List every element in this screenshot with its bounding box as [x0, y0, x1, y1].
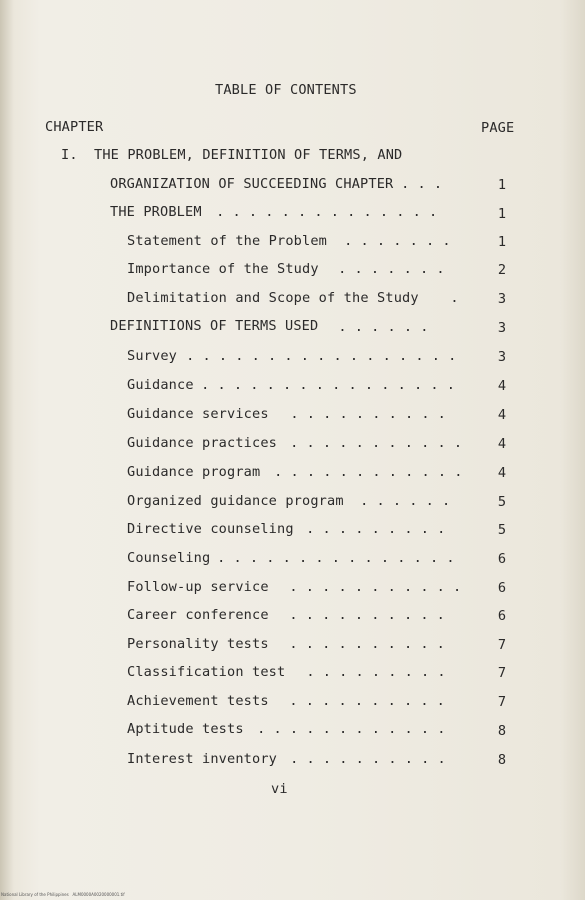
toc-entry-label: Aptitude tests — [127, 721, 244, 737]
toc-entry-leader: . . . . . . . . . . . . . . — [208, 204, 438, 220]
toc-entry-page: 6 — [497, 580, 507, 596]
toc-entry-label: Classification test — [127, 664, 286, 680]
toc-entry-leader: . . . . . . — [322, 319, 429, 335]
toc-entry-label: Statement of the Problem — [127, 233, 328, 249]
toc-entry-page: 6 — [497, 608, 507, 624]
toc-entry-label: Guidance — [127, 377, 194, 393]
toc-entry-page: 4 — [497, 407, 507, 423]
toc-entry-label: Achievement tests — [127, 693, 269, 709]
toc-entry-page: 1 — [497, 234, 507, 250]
toc-entry-leader: . . . . . . . . . . . . — [249, 721, 446, 737]
toc-entry-leader: . . . . . . . . . . . — [282, 435, 463, 451]
toc-entry-leader: . . . . . . . . . . — [273, 693, 445, 709]
toc-entry-leader: . . . . . . . — [336, 233, 451, 249]
toc-entry-page: 4 — [497, 378, 507, 394]
toc-entry-leader: . . . . . . . . . . . . . . . . . — [178, 348, 457, 364]
toc-entry-page: 2 — [497, 262, 507, 278]
toc-entry-leader: . . . — [393, 176, 443, 192]
toc-entry-label: Guidance program — [127, 464, 261, 480]
toc-entry-leader: . . . . . . . . . . — [273, 636, 445, 652]
toc-entry-label: Directive counseling — [127, 521, 294, 537]
toc-entry-label: Career conference — [127, 607, 269, 623]
toc-entry-label: Follow-up service — [127, 579, 269, 595]
toc-entry-page: 3 — [497, 291, 507, 307]
scan-footer: National Library of the Philippines ALM0000A0020000001.tif — [1, 892, 125, 897]
toc-entry-page: 3 — [497, 349, 507, 365]
toc-entry-label: THE PROBLEM — [110, 204, 202, 220]
toc-entry-label: Guidance services — [127, 406, 269, 422]
toc-entry-leader: . . . . . . . . . — [290, 664, 446, 680]
toc-entry-label: DEFINITIONS OF TERMS USED — [110, 318, 319, 334]
toc-entry-page: 8 — [497, 723, 507, 739]
toc-entry-leader: . . . . . . . . . . . . . . . . — [193, 377, 455, 393]
toc-entry-leader: . . . . . . . . . — [298, 521, 446, 537]
toc-entry-leader: . . . . . . . . . . — [273, 607, 445, 623]
toc-entry-page: 1 — [497, 177, 507, 193]
toc-entry-leader: . . . . . . . . . . — [282, 751, 446, 767]
toc-entry-label: Interest inventory — [127, 751, 278, 767]
toc-entry-leader: . . . . . . . . . . . . . . . — [209, 550, 455, 566]
toc-entry-page: 7 — [497, 637, 507, 653]
toc-entry-leader: . . . . . . . . . . . — [273, 579, 462, 595]
toc-entry-page: 5 — [497, 494, 507, 510]
toc-entry-label: Organized guidance program — [127, 493, 344, 509]
toc-entry-leader: . . . . . . . . . . — [274, 406, 446, 422]
toc-entry-page: 1 — [497, 206, 507, 222]
toc-entry-page: 4 — [497, 465, 507, 481]
toc-entry-label: Guidance practices — [127, 435, 278, 451]
page-column-header: PAGE — [481, 120, 515, 136]
toc-entry-leader: . . . . . . . . . . . . — [266, 464, 463, 480]
toc-entry-label: Delimitation and Scope of the Study — [127, 290, 419, 306]
toc-entry-page: 6 — [497, 551, 507, 567]
toc-entry-page: 3 — [497, 320, 507, 336]
toc-entry-leader: . — [434, 290, 459, 306]
toc-entry-label: Survey — [127, 348, 178, 364]
toc-entry-label: Counseling — [127, 550, 211, 566]
toc-entry-page: 8 — [497, 752, 507, 768]
chapter-column-header: CHAPTER — [45, 119, 104, 135]
page-folio: vi — [271, 781, 288, 797]
toc-entry-page: 7 — [497, 694, 507, 710]
chapter-number: I. — [61, 147, 78, 163]
toc-entry-label: ORGANIZATION OF SUCCEEDING CHAPTER — [110, 176, 394, 192]
chapter-title-line1: THE PROBLEM, DEFINITION OF TERMS, AND — [94, 147, 403, 163]
toc-entry-leader: . . . . . . . — [330, 261, 445, 277]
toc-entry-label: Importance of the Study — [127, 261, 319, 277]
toc-entry-leader: . . . . . . — [352, 493, 451, 509]
toc-entry-label: Personality tests — [127, 636, 269, 652]
toc-entry-page: 4 — [497, 436, 507, 452]
toc-entry-page: 7 — [497, 665, 507, 681]
toc-title: TABLE OF CONTENTS — [215, 82, 357, 98]
toc-entry-page: 5 — [497, 522, 507, 538]
